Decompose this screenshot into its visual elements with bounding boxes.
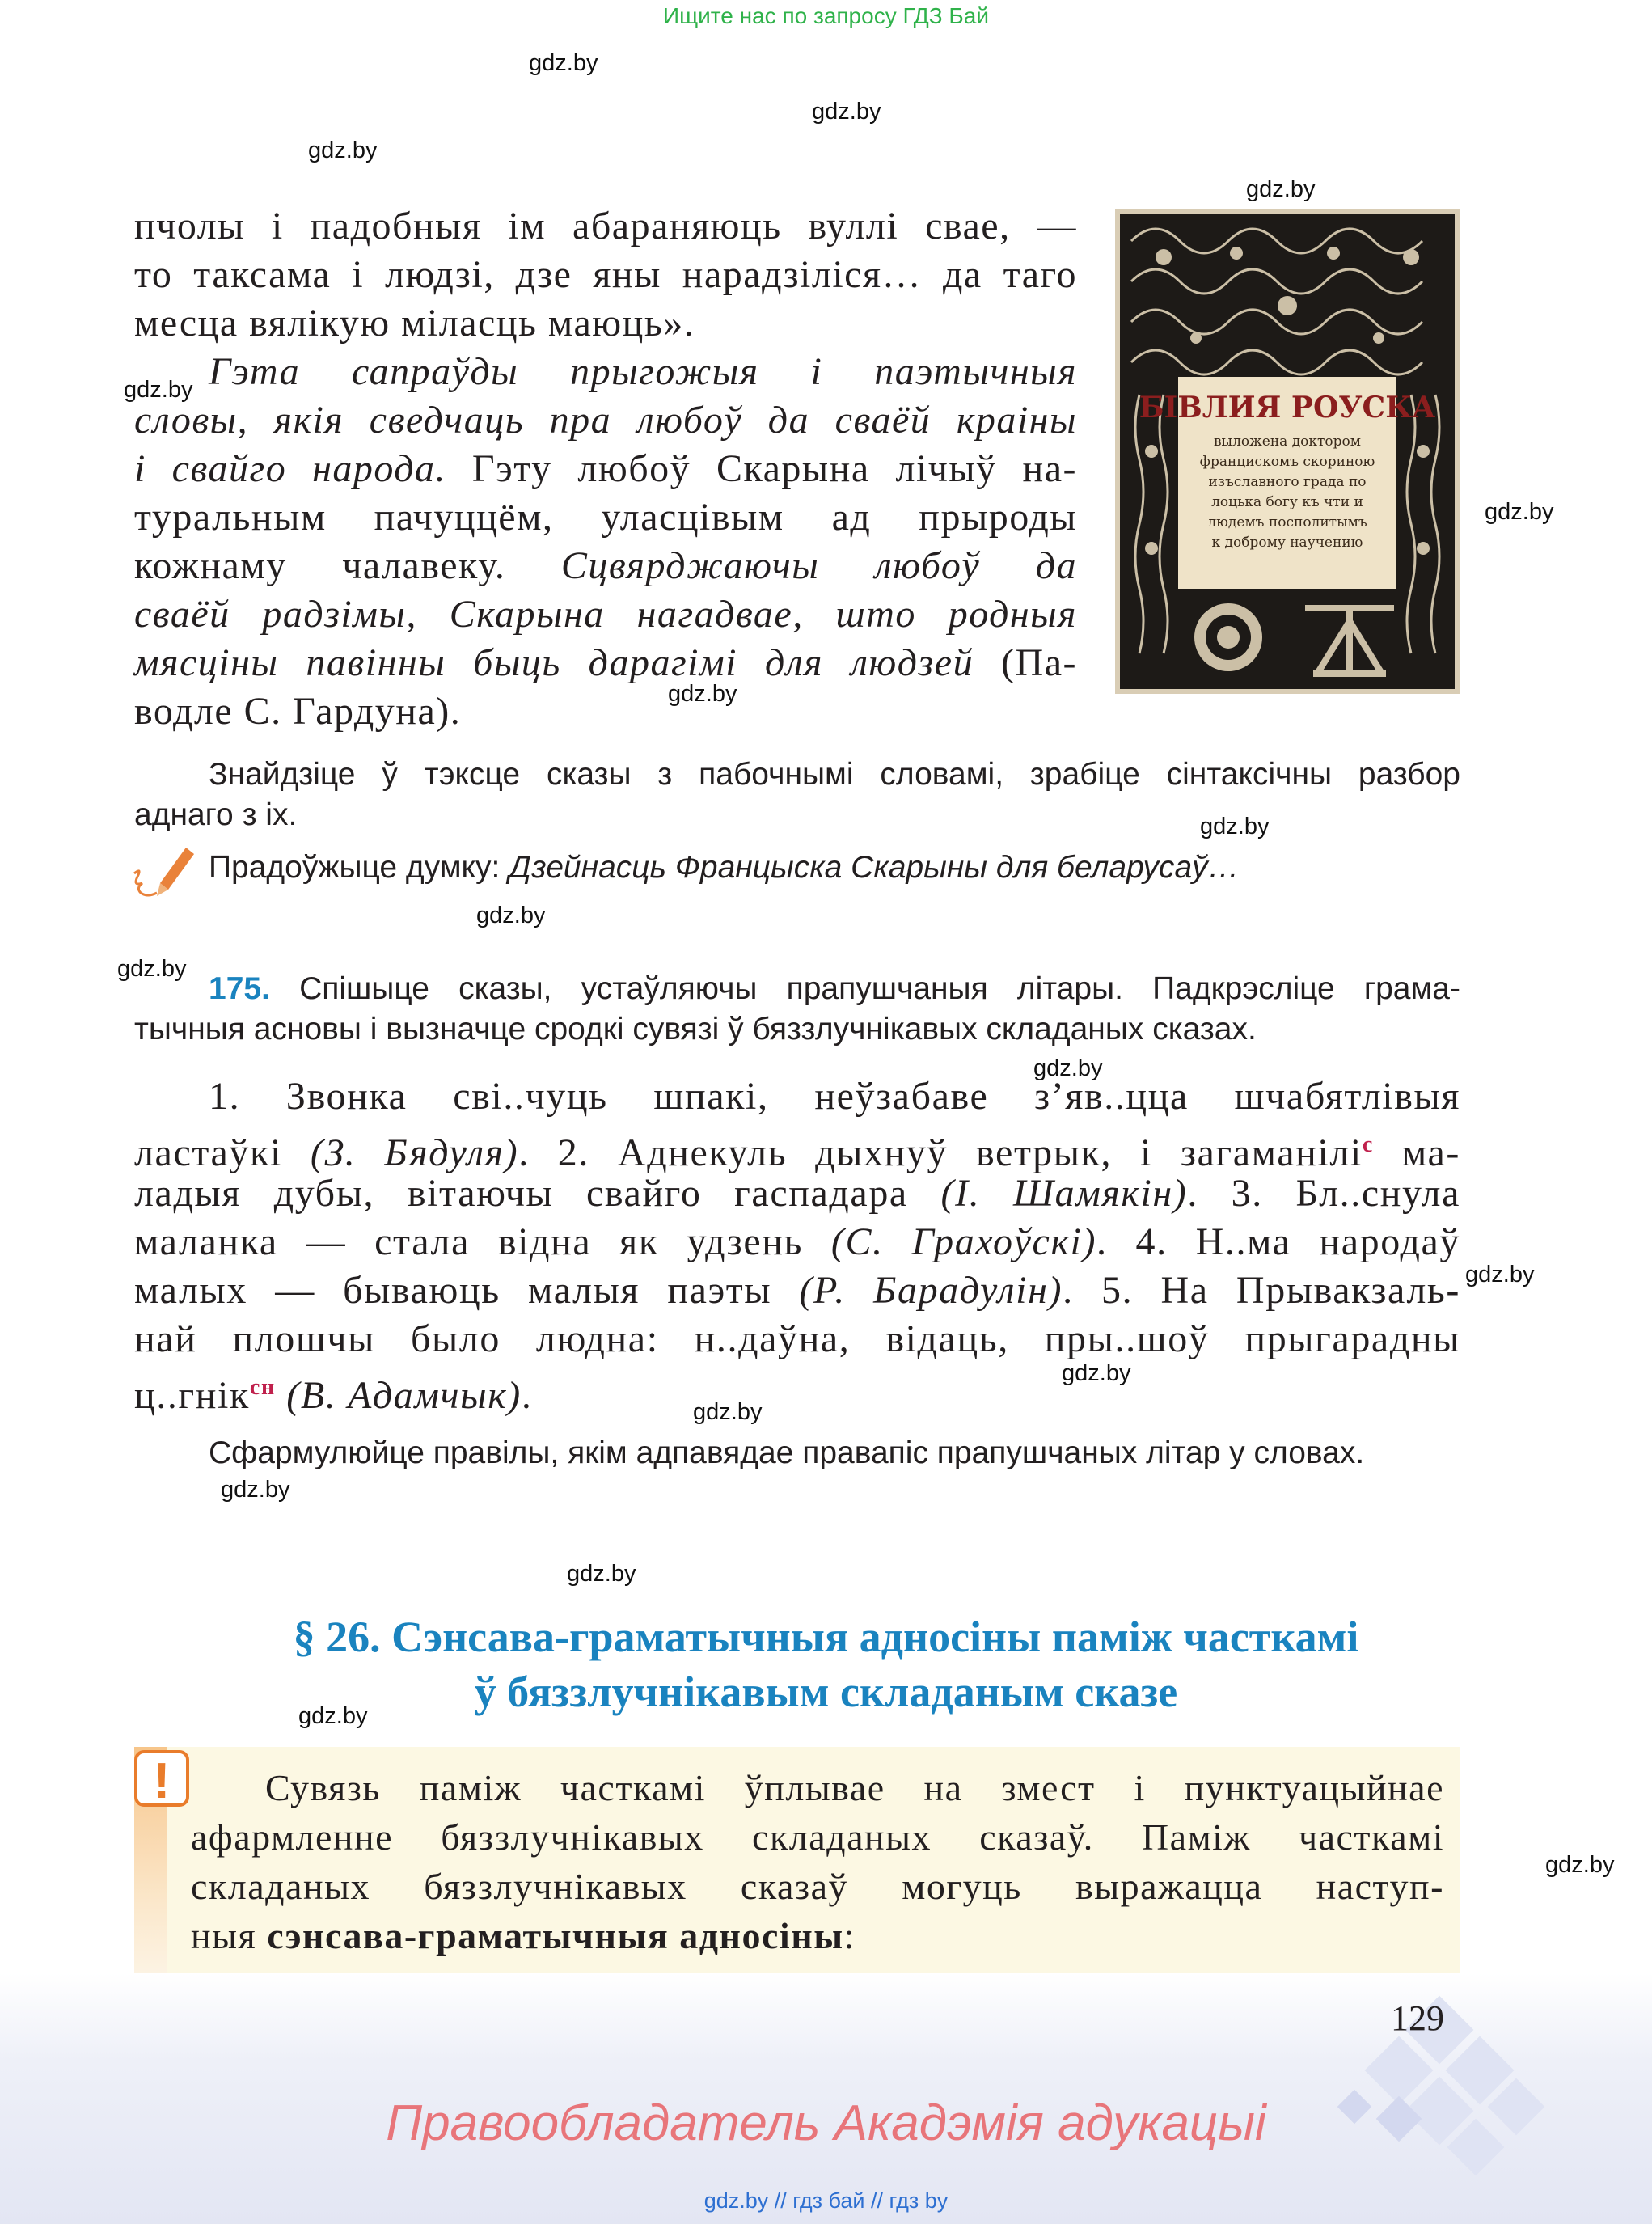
paragraph-line bbox=[134, 687, 1077, 736]
author-citation: (С. Грахоўскі) bbox=[830, 1220, 1097, 1263]
text-fragment: складаных бяззлучнікавых сказаў могуць выражацца наступ- bbox=[191, 1866, 1444, 1907]
pencil-icon bbox=[129, 841, 196, 906]
exercise-sentences bbox=[134, 1072, 1461, 1417]
main-paragraph bbox=[134, 202, 1077, 736]
svg-text:лоцька богу къ чти и: лоцька богу къ чти и bbox=[1211, 494, 1363, 510]
rule-line bbox=[191, 1911, 1444, 1960]
text-fragment: Сувязь паміж часткамі ўплывае на змест і пунктуацыйнае bbox=[265, 1767, 1444, 1808]
paragraph-line bbox=[134, 251, 1077, 299]
exercise-instruction-text: Спішыце сказы, устаўляючы прапушчаныя літары. Падкрэсліце грама- bbox=[299, 971, 1460, 1006]
page-number: 129 bbox=[1391, 1998, 1444, 2038]
text-fragment: . 2. Аднекуль дыхнуў ветрык, і загаманілі bbox=[518, 1131, 1363, 1174]
top-banner[interactable]: Ищите нас по запросу ГДЗ Бай bbox=[662, 3, 990, 28]
watermark: gdz.by bbox=[1465, 1262, 1535, 1287]
italic-fragment: Сцвярджаючы любоў да bbox=[560, 544, 1077, 587]
exercise-line bbox=[134, 1218, 1460, 1266]
exercise-line bbox=[134, 1315, 1460, 1364]
exercise-line bbox=[134, 1121, 1461, 1174]
text-fragment: то таксама і людзі, дзе яны нарадзіліся… да таго bbox=[134, 253, 1077, 296]
task-prompt: Дзейнасць Францыска Скарыны для беларусаў… bbox=[509, 850, 1240, 885]
svg-text:изъславного града по: изъславного града по bbox=[1208, 474, 1367, 490]
word-mark: сн bbox=[249, 1375, 276, 1400]
watermark: gdz.by bbox=[1062, 1360, 1131, 1386]
watermark: gdz.by bbox=[529, 50, 598, 76]
watermark: gdz.by bbox=[668, 681, 737, 707]
rule-line bbox=[191, 1812, 1444, 1862]
task-text-line: Знайдзіце ў тэксце сказы з пабочнымі словамі, зрабіце сінтаксічны разбор bbox=[209, 757, 1460, 792]
italic-fragment: сваёй радзімы, Скарына нагадвае, што родныя bbox=[134, 593, 1077, 636]
text-fragment: Гэту любоў Скарына лічыў на- bbox=[446, 447, 1077, 490]
watermark: gdz.by bbox=[1545, 1852, 1615, 1878]
exercise-task: Сфармулюйце правілы, якім адпавядае правапіс прапушчаных літар у словах. bbox=[209, 1435, 1365, 1470]
text-fragment: . 4. Н..ма народаў bbox=[1096, 1220, 1460, 1263]
paragraph-line bbox=[134, 493, 1077, 542]
task-label: Прадоўжыце думку: bbox=[209, 850, 501, 885]
watermark: gdz.by bbox=[567, 1561, 636, 1587]
section-heading-line1: § 26. Сэнсава-граматычныя адносіны паміж часткамі bbox=[293, 1613, 1359, 1661]
word-mark: с bbox=[1362, 1132, 1374, 1157]
task-text-line: аднаго з іх. bbox=[134, 797, 298, 832]
watermark: gdz.by bbox=[1033, 1055, 1103, 1081]
watermark: gdz.by bbox=[308, 137, 378, 163]
watermark: gdz.by bbox=[1246, 176, 1316, 202]
watermark: gdz.by bbox=[1200, 814, 1270, 839]
watermark: gdz.by bbox=[812, 99, 881, 125]
task-continue-thought bbox=[209, 848, 1240, 888]
paragraph-line bbox=[134, 396, 1077, 445]
text-fragment bbox=[276, 1374, 287, 1417]
author-citation: (І. Шамякін) bbox=[940, 1172, 1188, 1215]
book-title: БІВЛИЯ РОУСКА bbox=[1139, 391, 1436, 425]
svg-text:к доброму научению: к доброму научению bbox=[1211, 535, 1363, 551]
text-fragment: кожнаму чалавеку. bbox=[134, 544, 561, 587]
copyright-notice: Правообладатель Акадэмія адукацыі bbox=[386, 2095, 1266, 2151]
watermark: gdz.by bbox=[693, 1399, 763, 1425]
exercise-line bbox=[134, 1072, 1460, 1121]
paragraph-line bbox=[134, 542, 1077, 590]
exclamation-icon: ! bbox=[134, 1750, 189, 1807]
author-citation: (З. Бядуля) bbox=[310, 1131, 519, 1174]
footer-links[interactable]: gdz.by // гдз бай // гдз by bbox=[703, 2188, 949, 2213]
text-fragment: (Па- bbox=[974, 641, 1078, 684]
text-fragment: ма- bbox=[1373, 1131, 1461, 1174]
exercise-line bbox=[134, 1266, 1460, 1315]
text-fragment: ныя bbox=[191, 1915, 268, 1956]
exercise-number: 175. bbox=[209, 971, 300, 1006]
rule-text bbox=[191, 1763, 1444, 1960]
text-fragment: : bbox=[843, 1915, 856, 1956]
paragraph-line bbox=[134, 299, 1077, 348]
text-fragment: малых — бываюць малыя паэты bbox=[134, 1269, 800, 1312]
author-citation: (Р. Барадулін) bbox=[799, 1269, 1063, 1312]
paragraph-line bbox=[134, 445, 1077, 493]
paragraph-line bbox=[209, 348, 1077, 396]
text-fragment: . 5. На Прывакзаль- bbox=[1063, 1269, 1460, 1312]
task-syntax-analysis bbox=[134, 755, 1460, 835]
watermark: gdz.by bbox=[221, 1477, 290, 1503]
text-fragment: . 3. Бл..снула bbox=[1187, 1172, 1460, 1215]
author-citation: (В. Адамчык) bbox=[286, 1374, 522, 1417]
paragraph-line bbox=[134, 590, 1077, 639]
paragraph-line bbox=[134, 202, 1077, 251]
exercise-line bbox=[134, 1364, 1460, 1417]
italic-fragment: словы, якія сведчаць пра любоў да сваёй краіны bbox=[134, 399, 1077, 442]
italic-fragment: Гэта сапраўды прыгожыя і паэтычныя bbox=[209, 350, 1077, 393]
text-fragment: пчолы і падобныя ім абараняюць вуллі свае, — bbox=[134, 205, 1077, 247]
watermark: gdz.by bbox=[298, 1703, 368, 1729]
bible-title-page-image bbox=[1115, 209, 1460, 694]
text-fragment: ц..гнік bbox=[134, 1374, 250, 1417]
italic-fragment: і свайго народа. bbox=[134, 447, 447, 490]
rule-line bbox=[191, 1862, 1444, 1911]
key-term: сэнсава-граматычныя адносіны bbox=[267, 1915, 844, 1956]
exercise-instruction: 175. Спішыце сказы, устаўляючы прапушчаныя літары. Падкрэсліце грама- тычныя асновы і вызначце сродкі сувязі ў бяззлучнікавых складаных сказах. bbox=[134, 971, 1460, 1046]
svg-text:францискомъ скориною: францискомъ скориною bbox=[1199, 454, 1375, 470]
text-fragment: маланка — стала відна як удзень bbox=[134, 1220, 831, 1263]
text-fragment: най плошчы было людна: н..даўна, відаць, пры..шоў прыгарадны bbox=[134, 1317, 1460, 1360]
text-fragment: афармленне бяззлучнікавых складаных сказаў. Паміж часткамі bbox=[191, 1816, 1444, 1858]
svg-text:людемъ посполитымъ: людемъ посполитымъ bbox=[1207, 514, 1367, 531]
rule-line bbox=[191, 1763, 1444, 1812]
watermark: gdz.by bbox=[117, 956, 187, 982]
watermark: gdz.by bbox=[1485, 499, 1554, 525]
watermark: gdz.by bbox=[124, 377, 193, 403]
watermark: gdz.by bbox=[476, 903, 546, 928]
paragraph-line bbox=[134, 639, 1077, 687]
text-fragment: туральным пачуццём, уласцівым ад прыроды bbox=[134, 496, 1077, 539]
text-fragment: месца вялікую міласць маюць». bbox=[134, 302, 695, 345]
text-fragment: 1. Звонка сві..чуць шпакі, неўзабаве з’яв..цца шчабятлівыя bbox=[209, 1075, 1460, 1118]
svg-text:выложена доктором: выложена доктором bbox=[1213, 433, 1362, 450]
text-fragment: ладыя дубы, вітаючы свайго гаспадара bbox=[134, 1172, 941, 1215]
exercise-line bbox=[134, 1169, 1460, 1218]
section-heading-line2: ў бяззлучнікавым складаным сказе bbox=[474, 1668, 1178, 1716]
text-fragment: ластаўкі bbox=[134, 1131, 311, 1174]
text-fragment: . bbox=[521, 1374, 533, 1417]
text-fragment: водле С. Гардуна). bbox=[134, 690, 462, 733]
italic-fragment: мясціны павінны быць дарагімі для людзей bbox=[134, 641, 974, 684]
